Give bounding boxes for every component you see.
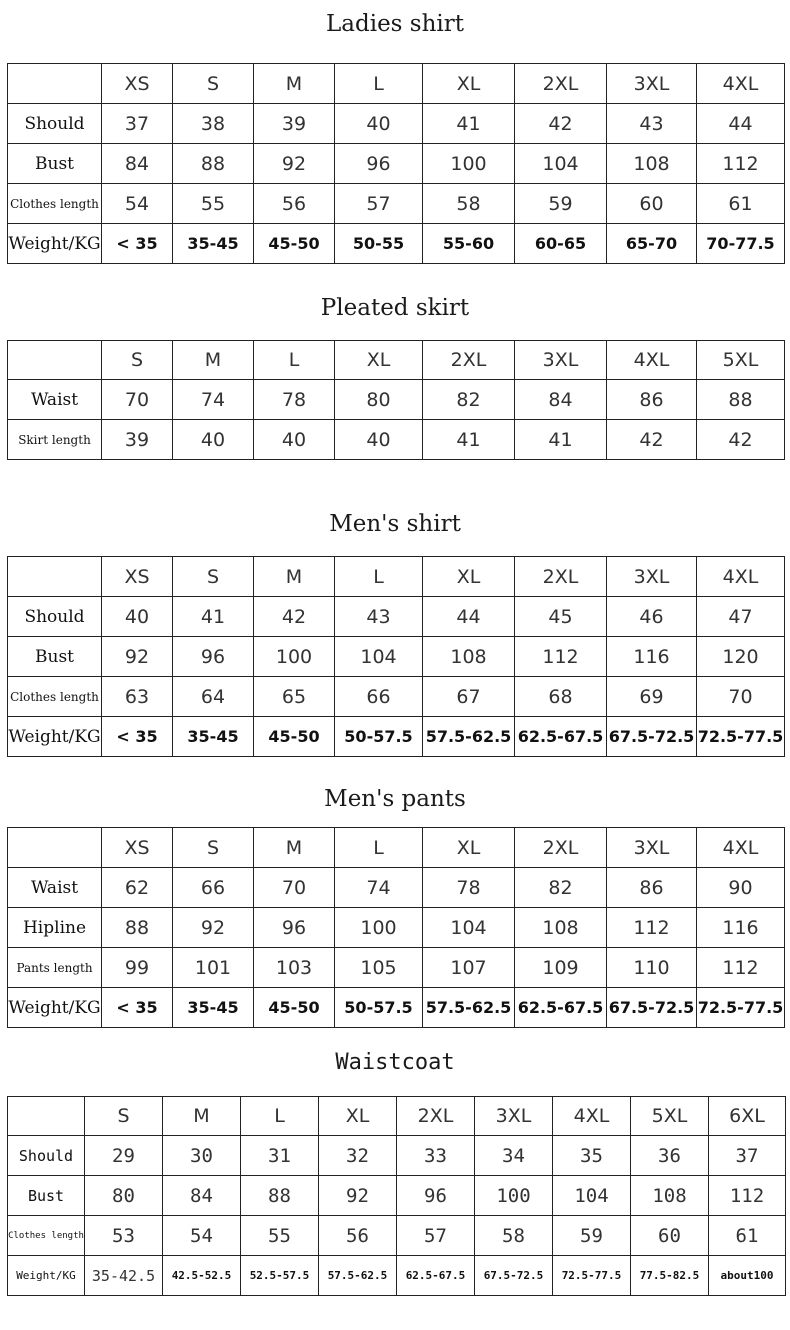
- mens-shirt-title: Men's shirt: [329, 511, 461, 537]
- table-cell: 58: [475, 1216, 553, 1256]
- table-cell: 41: [173, 597, 254, 637]
- table-cell: 100: [335, 908, 423, 948]
- table-cell: 108: [423, 637, 515, 677]
- table-cell: 55-60: [423, 224, 515, 264]
- table-cell: 99: [102, 948, 173, 988]
- table-cell: 65: [254, 677, 335, 717]
- table-cell: 107: [423, 948, 515, 988]
- table-cell: 82: [423, 380, 515, 420]
- mens-pants-table: [7, 827, 785, 1028]
- size-header: 3XL: [475, 1097, 553, 1136]
- table-cell: 109: [515, 948, 607, 988]
- table-cell: 31: [241, 1136, 319, 1176]
- table-cell: 88: [173, 144, 254, 184]
- table-row: [8, 224, 785, 264]
- table-cell: 62.5-67.5: [397, 1256, 475, 1296]
- table-cell: 50-57.5: [335, 988, 423, 1028]
- table-header-row: [8, 557, 785, 597]
- size-header: M: [173, 341, 254, 380]
- table-cell: 60: [631, 1216, 709, 1256]
- table-cell: 110: [607, 948, 697, 988]
- table-cell: 108: [607, 144, 697, 184]
- table-cell: 61: [709, 1216, 786, 1256]
- row-label: Clothes length: [8, 1216, 85, 1256]
- table-cell: 92: [102, 637, 173, 677]
- table-cell: 120: [697, 637, 785, 677]
- waistcoat-title: Waistcoat: [335, 1050, 455, 1075]
- table-cell: 84: [515, 380, 607, 420]
- size-header: L: [335, 828, 423, 868]
- table-cell: 112: [515, 637, 607, 677]
- size-header: 4XL: [607, 341, 697, 380]
- table-cell: 100: [423, 144, 515, 184]
- table-cell: < 35: [102, 717, 173, 757]
- size-header: S: [173, 64, 254, 104]
- table-row: [8, 868, 785, 908]
- table-cell: 44: [423, 597, 515, 637]
- table-cell: 90: [697, 868, 785, 908]
- table-cell: 45-50: [254, 717, 335, 757]
- table-row: [8, 908, 785, 948]
- table-cell: 57.5-62.5: [319, 1256, 397, 1296]
- table-cell: 41: [515, 420, 607, 460]
- table-cell: 42: [515, 104, 607, 144]
- table-cell: 44: [697, 104, 785, 144]
- table-row: [8, 677, 785, 717]
- table-cell: 112: [697, 948, 785, 988]
- ladies-shirt-title: Ladies shirt: [326, 11, 464, 37]
- table-cell: 47: [697, 597, 785, 637]
- table-cell: 62.5-67.5: [515, 717, 607, 757]
- table-row: [8, 1176, 786, 1216]
- table-cell: 35: [553, 1136, 631, 1176]
- row-label: Clothes length: [8, 677, 102, 717]
- table-cell: 88: [241, 1176, 319, 1216]
- row-label: Bust: [8, 144, 102, 184]
- table-cell: 35-42.5: [85, 1256, 163, 1296]
- table-cell: 57: [335, 184, 423, 224]
- table-cell: 38: [173, 104, 254, 144]
- table-cell: 40: [102, 597, 173, 637]
- table-header-row: [8, 1097, 786, 1136]
- table-row: [8, 1256, 786, 1296]
- table-cell: 66: [173, 868, 254, 908]
- table-cell: 92: [319, 1176, 397, 1216]
- table-cell: 96: [397, 1176, 475, 1216]
- table-cell: 77.5-82.5: [631, 1256, 709, 1296]
- table-cell: 70: [697, 677, 785, 717]
- table-cell: 40: [335, 104, 423, 144]
- table-cell: 67.5-72.5: [607, 717, 697, 757]
- table-row: [8, 380, 785, 420]
- size-header: 6XL: [709, 1097, 786, 1136]
- table-cell: 101: [173, 948, 254, 988]
- size-header: 4XL: [553, 1097, 631, 1136]
- size-header: 3XL: [607, 828, 697, 868]
- corner-cell: [8, 828, 102, 868]
- table-cell: 72.5-77.5: [697, 717, 785, 757]
- table-row: [8, 420, 785, 460]
- mens-shirt-table: [7, 556, 785, 757]
- table-cell: 39: [254, 104, 335, 144]
- table-cell: 37: [102, 104, 173, 144]
- table-row: [8, 988, 785, 1028]
- size-header: M: [163, 1097, 241, 1136]
- table-cell: 40: [335, 420, 423, 460]
- row-label: Bust: [8, 1176, 85, 1216]
- table-cell: 104: [335, 637, 423, 677]
- table-cell: 84: [163, 1176, 241, 1216]
- table-cell: 65-70: [607, 224, 697, 264]
- table-cell: 116: [607, 637, 697, 677]
- table-cell: 67.5-72.5: [475, 1256, 553, 1296]
- table-cell: 36: [631, 1136, 709, 1176]
- table-row: [8, 184, 785, 224]
- table-cell: 100: [475, 1176, 553, 1216]
- table-cell: 88: [697, 380, 785, 420]
- row-label: Pants length: [8, 948, 102, 988]
- table-cell: 56: [319, 1216, 397, 1256]
- size-header: 4XL: [697, 828, 785, 868]
- table-cell: 45: [515, 597, 607, 637]
- table-cell: 96: [173, 637, 254, 677]
- ladies-shirt-table: [7, 63, 785, 264]
- table-cell: 86: [607, 380, 697, 420]
- size-header: XL: [319, 1097, 397, 1136]
- corner-cell: [8, 64, 102, 104]
- table-cell: 104: [553, 1176, 631, 1216]
- size-header: M: [254, 828, 335, 868]
- table-cell: 35-45: [173, 224, 254, 264]
- size-header: 4XL: [697, 64, 785, 104]
- table-cell: 104: [423, 908, 515, 948]
- table-cell: 80: [335, 380, 423, 420]
- size-header: S: [173, 828, 254, 868]
- table-cell: 29: [85, 1136, 163, 1176]
- table-cell: 42.5-52.5: [163, 1256, 241, 1296]
- table-cell: 70-77.5: [697, 224, 785, 264]
- table-cell: 100: [254, 637, 335, 677]
- table-cell: 42: [697, 420, 785, 460]
- size-header: XS: [102, 557, 173, 597]
- table-cell: 84: [102, 144, 173, 184]
- table-cell: 41: [423, 104, 515, 144]
- row-label: Waist: [8, 380, 102, 420]
- table-cell: 59: [553, 1216, 631, 1256]
- table-cell: 112: [697, 144, 785, 184]
- size-header: XL: [423, 64, 515, 104]
- table-cell: 112: [709, 1176, 786, 1216]
- table-cell: 58: [423, 184, 515, 224]
- table-cell: 82: [515, 868, 607, 908]
- row-label: Bust: [8, 637, 102, 677]
- table-cell: 78: [254, 380, 335, 420]
- row-label: Should: [8, 1136, 85, 1176]
- table-cell: 86: [607, 868, 697, 908]
- size-header: S: [173, 557, 254, 597]
- table-cell: 96: [254, 908, 335, 948]
- table-cell: 45-50: [254, 988, 335, 1028]
- table-cell: 53: [85, 1216, 163, 1256]
- table-cell: 55: [241, 1216, 319, 1256]
- table-cell: 92: [254, 144, 335, 184]
- table-cell: < 35: [102, 224, 173, 264]
- table-cell: 67.5-72.5: [607, 988, 697, 1028]
- table-cell: 54: [163, 1216, 241, 1256]
- table-cell: 59: [515, 184, 607, 224]
- size-header: 3XL: [607, 557, 697, 597]
- table-cell: 42: [607, 420, 697, 460]
- table-cell: 30: [163, 1136, 241, 1176]
- table-cell: 55: [173, 184, 254, 224]
- size-header: 2XL: [515, 828, 607, 868]
- table-cell: about100: [709, 1256, 786, 1296]
- table-header-row: [8, 64, 785, 104]
- table-cell: 54: [102, 184, 173, 224]
- size-header: XL: [335, 341, 423, 380]
- table-header-row: [8, 341, 785, 380]
- row-label: Should: [8, 104, 102, 144]
- table-row: [8, 637, 785, 677]
- corner-cell: [8, 1097, 85, 1136]
- table-cell: 108: [631, 1176, 709, 1216]
- table-cell: 116: [697, 908, 785, 948]
- table-cell: 35-45: [173, 717, 254, 757]
- row-label: Hipline: [8, 908, 102, 948]
- table-cell: 60: [607, 184, 697, 224]
- table-cell: 66: [335, 677, 423, 717]
- table-cell: 62: [102, 868, 173, 908]
- table-cell: 40: [173, 420, 254, 460]
- row-label: Weight/KG: [8, 988, 102, 1028]
- corner-cell: [8, 557, 102, 597]
- table-cell: 70: [102, 380, 173, 420]
- size-header: 4XL: [697, 557, 785, 597]
- size-header: L: [241, 1097, 319, 1136]
- table-cell: 72.5-77.5: [553, 1256, 631, 1296]
- table-cell: 57.5-62.5: [423, 717, 515, 757]
- table-cell: 39: [102, 420, 173, 460]
- size-header: 2XL: [397, 1097, 475, 1136]
- size-header: 2XL: [515, 557, 607, 597]
- table-cell: 63: [102, 677, 173, 717]
- row-label: Weight/KG: [8, 224, 102, 264]
- table-cell: 42: [254, 597, 335, 637]
- table-cell: 50-55: [335, 224, 423, 264]
- size-header: L: [254, 341, 335, 380]
- row-label: Skirt length: [8, 420, 102, 460]
- table-cell: 80: [85, 1176, 163, 1216]
- table-row: [8, 104, 785, 144]
- table-cell: 43: [607, 104, 697, 144]
- size-header: S: [102, 341, 173, 380]
- size-header: XL: [423, 557, 515, 597]
- table-cell: 43: [335, 597, 423, 637]
- size-header: L: [335, 557, 423, 597]
- table-row: [8, 597, 785, 637]
- mens-pants-title: Men's pants: [324, 786, 466, 812]
- size-header: S: [85, 1097, 163, 1136]
- table-cell: 56: [254, 184, 335, 224]
- table-cell: 105: [335, 948, 423, 988]
- size-header: 3XL: [607, 64, 697, 104]
- table-cell: 70: [254, 868, 335, 908]
- size-header: XL: [423, 828, 515, 868]
- table-cell: 33: [397, 1136, 475, 1176]
- table-cell: 112: [607, 908, 697, 948]
- table-cell: 52.5-57.5: [241, 1256, 319, 1296]
- table-cell: 37: [709, 1136, 786, 1176]
- table-cell: 41: [423, 420, 515, 460]
- table-row: [8, 717, 785, 757]
- size-header: 2XL: [515, 64, 607, 104]
- table-cell: 104: [515, 144, 607, 184]
- table-cell: 103: [254, 948, 335, 988]
- table-cell: 96: [335, 144, 423, 184]
- row-label: Weight/KG: [8, 717, 102, 757]
- table-cell: 68: [515, 677, 607, 717]
- table-cell: 61: [697, 184, 785, 224]
- table-cell: 34: [475, 1136, 553, 1176]
- table-header-row: [8, 828, 785, 868]
- table-cell: 40: [254, 420, 335, 460]
- table-cell: 74: [173, 380, 254, 420]
- table-cell: 78: [423, 868, 515, 908]
- table-cell: 92: [173, 908, 254, 948]
- table-cell: 57.5-62.5: [423, 988, 515, 1028]
- table-cell: 62.5-67.5: [515, 988, 607, 1028]
- pleated-skirt-table: [7, 340, 785, 460]
- table-row: [8, 1136, 786, 1176]
- table-row: [8, 144, 785, 184]
- waistcoat-table: [7, 1096, 786, 1296]
- table-cell: 35-45: [173, 988, 254, 1028]
- size-header: 5XL: [697, 341, 785, 380]
- row-label: Should: [8, 597, 102, 637]
- size-header: 2XL: [423, 341, 515, 380]
- row-label: Waist: [8, 868, 102, 908]
- size-header: M: [254, 64, 335, 104]
- table-cell: 108: [515, 908, 607, 948]
- table-cell: 45-50: [254, 224, 335, 264]
- row-label: Weight/KG: [8, 1256, 85, 1296]
- size-header: XS: [102, 828, 173, 868]
- table-cell: 88: [102, 908, 173, 948]
- table-cell: 60-65: [515, 224, 607, 264]
- table-cell: 72.5-77.5: [697, 988, 785, 1028]
- corner-cell: [8, 341, 102, 380]
- table-cell: 64: [173, 677, 254, 717]
- size-header: 5XL: [631, 1097, 709, 1136]
- row-label: Clothes length: [8, 184, 102, 224]
- table-cell: 50-57.5: [335, 717, 423, 757]
- table-cell: 67: [423, 677, 515, 717]
- pleated-skirt-title: Pleated skirt: [320, 295, 470, 321]
- size-header: 3XL: [515, 341, 607, 380]
- table-row: [8, 1216, 786, 1256]
- size-header: XS: [102, 64, 173, 104]
- table-cell: 32: [319, 1136, 397, 1176]
- size-header: L: [335, 64, 423, 104]
- table-cell: 74: [335, 868, 423, 908]
- table-cell: 46: [607, 597, 697, 637]
- table-row: [8, 948, 785, 988]
- table-cell: 69: [607, 677, 697, 717]
- table-cell: 57: [397, 1216, 475, 1256]
- size-header: M: [254, 557, 335, 597]
- table-cell: < 35: [102, 988, 173, 1028]
